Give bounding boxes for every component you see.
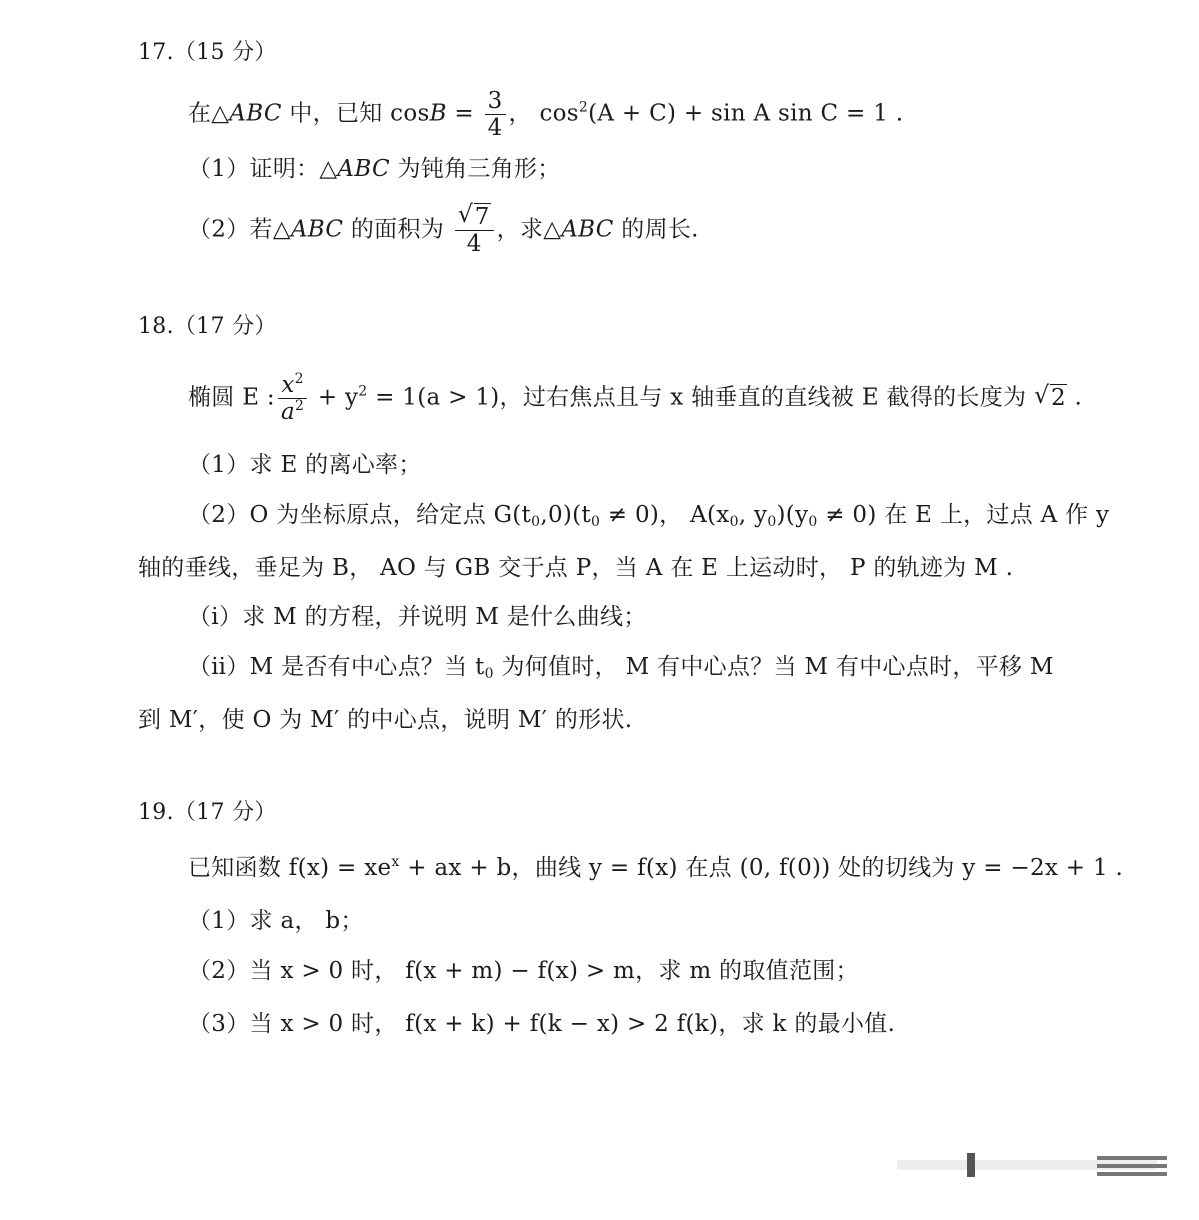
q17-area-den: 4 [466,231,482,257]
q17-stem-mid: 中，已知 cos [281,100,430,127]
q18-stem-mid: + y [310,384,359,411]
q18-p2-sub5: 0 [808,514,818,530]
q18-p2-sub3: 0 [729,514,739,530]
q19-part3: （3）当 x > 0 时， f(x + k) + f(k − x) > 2 f(k)，求 k 的最小值. [188,1011,896,1037]
q18-pii-sub: 0 [484,666,494,682]
q19-stem-a: 已知函数 f(x) = xe [188,855,392,881]
q19-stem-sup: x [391,854,400,870]
q17-p1-text: 为钝角三角形； [389,156,561,182]
q18-p2-sub2: 0 [590,514,601,530]
q17-sqrt: √ 7 [457,200,490,230]
q17-stem-tail-2: (A + C) + sin A sin C = 1 . [588,100,904,127]
q17-stem-sup: 2 [578,99,589,116]
q19-part1: （1）求 a， b； [188,908,364,934]
q17-p2-tail: ，求△ [496,216,562,243]
q18-frac-den [278,399,307,425]
q17-stem [188,88,903,141]
q19-part2: （2）当 x > 0 时， f(x + m) − f(x) > m，求 m 的取值范围； [188,958,859,984]
q18-sqrt: √ 2 [1033,380,1066,411]
q18-p2-sub1: 0 [531,514,541,530]
q18-pii-a: （ⅱ）M 是否有中心点？当 t [188,654,485,680]
q18-header: 18.（17 分） [138,314,277,339]
q18-frac-a: a [280,399,295,425]
q17-p2-mid: 的面积为 [343,216,452,243]
q19-stem-b: + ax + b，曲线 y = f(x) 在点 (0, f(0)) 处的切线为 y = −2x + 1 . [399,855,1124,881]
q18-part2-line1 [188,500,1109,530]
q18-p2-e: )(y [776,502,809,528]
q18-frac-num-sup: 2 [294,371,304,387]
q17-stem-eq: = [446,100,482,127]
q18-p2-c: ≠ 0)， A(x [600,502,730,528]
q17-frac-den: 4 [487,115,503,141]
q17-part1 [188,154,561,184]
q19-header: 19.（17 分） [138,800,277,825]
q17-p2-end: 的周长. [613,216,699,243]
q18-fraction [278,372,307,425]
q18-frac-den-sup: 2 [294,398,305,414]
q18-stem-end: . [1066,384,1083,411]
q18-p2-b: ,0)(t [540,502,591,528]
q17-p2-abc2: ABC [561,216,614,243]
q18-stem [188,372,1082,425]
q18-part-ii-line1 [188,652,1054,682]
q17-area-num [455,200,494,231]
q18-stem-mid-sup: 2 [358,383,368,400]
q19-stem [188,853,1123,883]
q18-part2-line2: 轴的垂线，垂足为 B， AO 与 GB 交于点 P，当 A 在 E 上运动时， P 的轨迹为 M . [138,555,1014,581]
q18-p2-f: ≠ 0) 在 E 上，过点 A 作 y [817,502,1110,528]
q17-fraction [485,88,506,141]
q18-part1: （1）求 E 的离心率； [188,452,422,478]
q17-sqrt-arg: 7 [474,204,490,230]
q17-p1-label: （1）证明：△ [188,156,338,182]
q17-area-fraction [455,200,494,257]
q18-p2-a: （2）O 为坐标原点，给定点 G(t [188,502,532,528]
q18-stem-pre: 椭圆 E : [188,384,275,411]
q17-frac-num: 3 [485,88,506,115]
q17-stem-b: B [429,100,447,127]
q18-stem-tail: = 1(a > 1)，过右焦点且与 x 轴垂直的直线被 E 截得的长度为 [367,384,1034,411]
q18-p2-d: , y [738,502,768,528]
q18-part-i: （ⅰ）求 M 的方程，并说明 M 是什么曲线； [188,604,647,630]
q17-p2-abc: ABC [290,216,344,243]
q18-pii-b: 为何值时， M 有中心点？当 M 有中心点时，平移 M [493,654,1054,680]
q17-header: 17.（15 分） [138,40,277,65]
q18-frac-x: x [281,372,295,398]
q17-stem-pre: 在△ [188,100,230,127]
q18-frac-num [278,372,307,399]
q18-part-ii-line2: 到 M′，使 O 为 M′ 的中心点，说明 M′ 的形状. [138,707,633,733]
q17-stem-tail-1: ， cos [508,100,579,127]
q18-p2-sub4: 0 [767,514,777,530]
q17-part2 [188,200,699,257]
q17-stem-abc: ABC [229,100,282,127]
q17-p1-abc: ABC [337,156,390,182]
watermark-strip [897,1150,1177,1180]
q18-sqrt-arg: 2 [1050,384,1066,411]
q17-p2-label: （2）若△ [188,216,291,243]
